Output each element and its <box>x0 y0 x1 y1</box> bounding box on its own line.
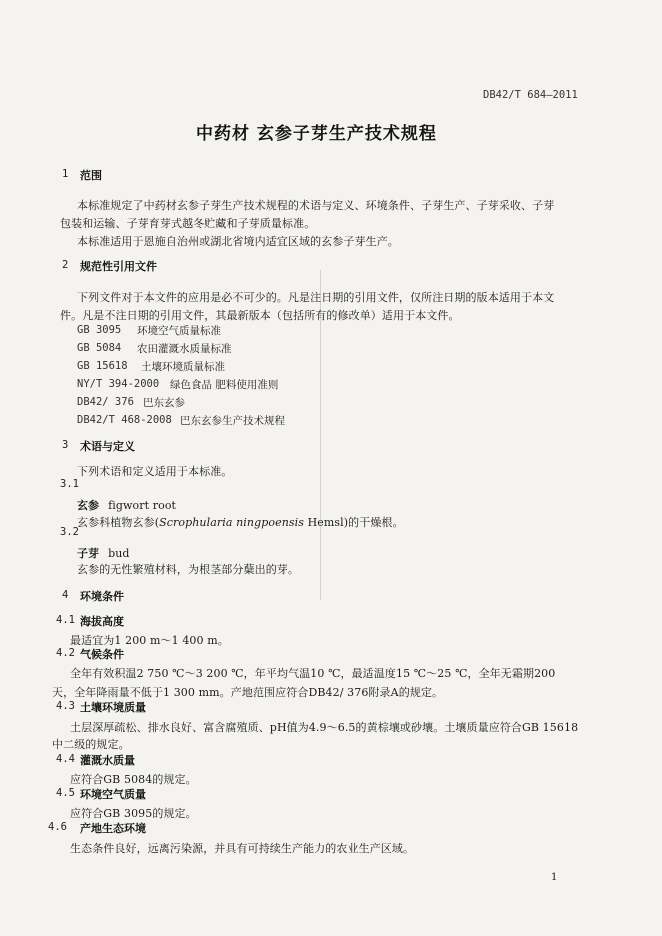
subsection-number: 4.5 <box>56 787 75 799</box>
reference-name: 巴东玄参 <box>143 397 185 409</box>
section-1-para-1-line-1: 本标准规定了中药材玄参子芽生产技术规程的术语与定义、环境条件、子芽生产、子芽采收、子芽 <box>77 199 555 212</box>
reference-code: NY/T 394-2000 <box>77 378 160 390</box>
subsection-text-line-2: 中二级的规定。 <box>52 738 130 751</box>
subsection-number: 4.6 <box>48 821 67 833</box>
subsection-title: 气候条件 <box>80 648 124 661</box>
reference-name: 土壤环境质量标准 <box>141 361 225 373</box>
subsection-number: 4.4 <box>56 753 75 765</box>
document-code: DB42/T 684—2011 <box>483 89 578 101</box>
term-1-zh: 玄参 <box>77 499 99 512</box>
subsection-title: 灌溉水质量 <box>80 754 135 767</box>
subsection-text-line-1: 土层深厚疏松、排水良好、富含腐殖质、pH值为4.9～6.5的黄棕壤或砂壤。土壤质量应符合GB 15618 <box>70 721 579 734</box>
term-1-def-pre: 玄参科植物玄参( <box>77 516 160 529</box>
section-1-number: 1 <box>62 168 69 180</box>
section-1-title: 范围 <box>80 169 102 182</box>
reference-name: 绿色食品 肥料使用准则 <box>170 379 279 391</box>
term-2-number: 3.2 <box>60 526 79 538</box>
term-1-def-post: Hemsl)的干燥根。 <box>303 516 404 529</box>
subsection-text-line-2: 天，全年降雨量不低于1 300 mm。产地范围应符合DB42/ 376附录A的规定。 <box>52 686 444 699</box>
subsection-text: 应符合GB 5084的规定。 <box>70 773 197 786</box>
reference-code: GB 5084 <box>77 342 122 354</box>
page-title: 中药材 玄参子芽生产技术规程 <box>196 124 437 144</box>
term-2-zh: 子芽 <box>77 547 99 560</box>
reference-code: GB 3095 <box>77 324 122 336</box>
reference-name: 环境空气质量标准 <box>137 325 221 337</box>
section-3-number: 3 <box>62 439 69 451</box>
subsection-text: 生态条件良好，远离污染源，并具有可持续生产能力的农业生产区域。 <box>70 842 415 855</box>
section-2-number: 2 <box>62 259 69 271</box>
subsection-title: 海拔高度 <box>80 615 124 628</box>
term-2-definition: 玄参的无性繁殖材料，为根茎部分蘖出的芽。 <box>77 563 299 576</box>
subsection-text-line-1: 全年有效积温2 750 ℃～3 200 ℃，年平均气温10 ℃，最适温度15 ℃～25 ℃，全年无霜期200 <box>70 667 556 680</box>
reference-code: DB42/ 376 <box>77 396 134 408</box>
section-1-para-2: 本标准适用于恩施自治州或湖北省境内适宜区域的玄参子芽生产。 <box>77 235 399 248</box>
subsection-text: 最适宜为1 200 m～1 400 m。 <box>70 634 229 647</box>
section-2-title: 规范性引用文件 <box>80 260 157 273</box>
term-1-heading <box>77 494 176 513</box>
term-2-heading <box>77 542 130 561</box>
section-4-number: 4 <box>62 589 69 601</box>
term-1-en: figwort root <box>108 499 177 512</box>
section-3-intro: 下列术语和定义适用于本标准。 <box>77 465 233 478</box>
reference-name: 农田灌溉水质量标准 <box>137 343 232 355</box>
section-2-para-line-1: 下列文件对于本文件的应用是必不可少的。凡是注日期的引用文件，仅所注日期的版本适用于本文 <box>77 291 555 304</box>
subsection-number: 4.3 <box>56 700 75 712</box>
section-3-title: 术语与定义 <box>80 440 135 453</box>
subsection-title: 土壤环境质量 <box>80 701 146 714</box>
reference-code: GB 15618 <box>77 360 128 372</box>
subsection-title: 产地生态环境 <box>80 822 146 835</box>
term-1-number: 3.1 <box>60 478 79 490</box>
subsection-title: 环境空气质量 <box>80 788 146 801</box>
reference-code: DB42/T 468-2008 <box>77 414 172 426</box>
subsection-number: 4.2 <box>56 647 75 659</box>
term-2-en: bud <box>108 547 130 560</box>
page-number: 1 <box>551 872 558 883</box>
term-1-def-latin: Scrophularia ningpoensis <box>159 516 304 529</box>
term-1-definition <box>77 514 404 530</box>
section-1-para-1-line-2: 包装和运输、子芽育芽式越冬贮藏和子芽质量标准。 <box>60 217 316 230</box>
section-2-para-line-2: 件。凡是不注日期的引用文件，其最新版本（包括所有的修改单）适用于本文件。 <box>60 309 460 322</box>
subsection-text: 应符合GB 3095的规定。 <box>70 807 197 820</box>
reference-name: 巴东玄参生产技术规程 <box>180 415 285 427</box>
subsection-number: 4.1 <box>56 614 75 626</box>
section-4-title: 环境条件 <box>80 590 124 603</box>
